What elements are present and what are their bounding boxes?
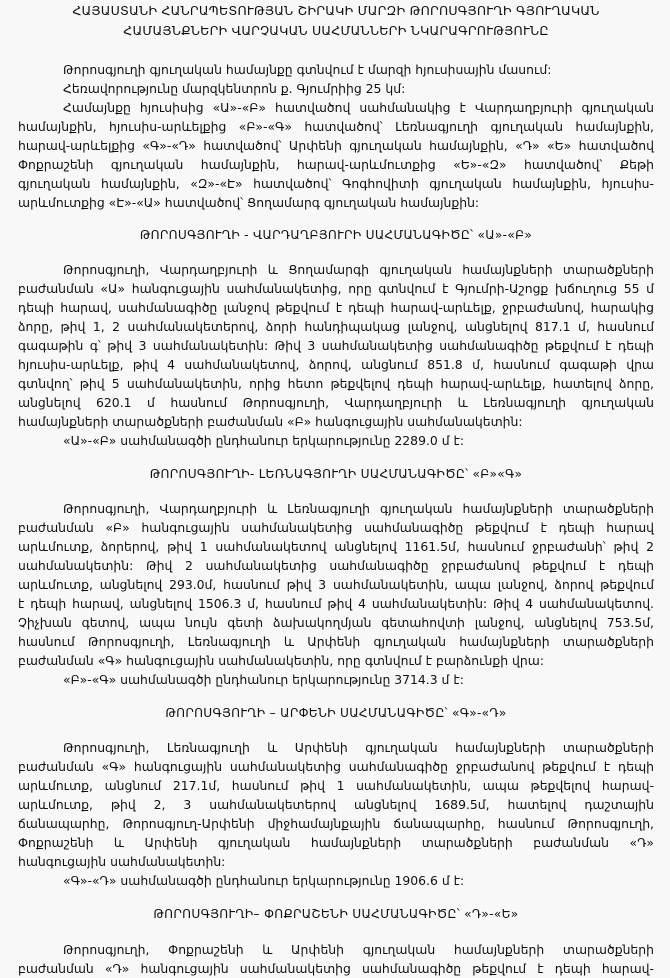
title-line-1: ՀԱՅԱՍՏԱՆԻ ՀԱՆՐԱՊԵՏՈՒԹՅԱՆ ՇԻՐԱԿԻ ՄԱՐԶԻ ԹՈՐՈՍԳՅՈՒՂԻ ԳՅՈՒՂԱԿԱՆ bbox=[72, 3, 600, 18]
intro-location: Թորոսգյուղի գյուղական համայնքը գտնվում է մարզի հյուսիսային մասում: bbox=[63, 62, 552, 77]
section-arpeni-border bbox=[18, 689, 654, 890]
section-vardaghbyur-border bbox=[18, 212, 654, 450]
section-body: Թորոսգյուղի, Վարդաղբյուրի և Լեռնագյուղի գյուղական համայնքների տարածքների բաժանման «Բ» հանգուցային սահմանակետից սահմանագիծը թեքվում է դեպի հարավ արևմուտք, ձորերով, թիվ 1 սահմանակետով անցնելով 1161.5մ, հասնում ջրբաժանի՝ թիվ 2 սահմանակետին: Թիվ 2 սահմանակետից սահմանագիծը ջրբաժանով թեքվում է դեպի արևմուտք, անցնելով 293.0մ, հասնում թիվ 3 սահմանակետին, ապա լանջով, ձորով թեքվում է դեպի հարավ, անցնելով 1506.3 մ, հասնում թիվ 4 սահմանակետին: Թիվ 4 սահմանակետով. Չիչխան գետով, ապա նույն գետի ձախակողմյան գետահովտի լանջով, անցնելով 753.5մ, հասնում Թորոսգյուղի, Լեռնագյուղի և Արփենի գյուղական համայնքների տարածքների բաժանման «Գ» հանգուցային սահմանակետին, որը գտնվում է բարձունքի վրա: bbox=[18, 501, 654, 668]
section-body: Թորոսգյուղի, Վարդաղբյուրի և Ցողամարգի գյուղական համայնքների տարածքների բաժանման «Ա» հանգուցային սահմանակետից, որը գտնվում է Գյումրի-Աշոցք խճուղուց 55 մ դեպի հարավ, սահմանագիծը լանջով թեքվում է դեպի հարավ-արևելք, ջրբաժանով, հարակից ձորը, թիվ 1, 2 սահմանակետերով, ձորի հանդիպակաց լանջով, անցնելով 817.1 մ, հասնում գագաթին գ՝ թիվ 3 սահմանակետին: Թիվ 3 սահմանակետից սահմանագիծը թեքվում է դեպի հյուսիս-արևելք, թիվ 4 սահմանակետով, ձորով, անցնում 851.8 մ, հասնում գագաթի վրա գտնվող՝ թիվ 5 սահմանակետին, որից հետո թեքվելով դեպի հարավ-արևելք, հատելով ձորը, անցնելով 620.1 մ հասնում Թորոսգյուղի, Վարդաղբյուրի և Լեռնագյուղի գյուղական համայնքների տարածքների բաժանման «Բ» հանգուցային սահմանակետին: bbox=[18, 262, 654, 429]
section-heading: ԹՈՐՈՍԳՅՈՒՂԻ - ՎԱՐԴԱՂԲՅՈՒՐԻ ՍԱՀՄԱՆԱԳԻԾԸ՝ «Ա»-«Բ» bbox=[139, 228, 533, 242]
section-body: Թորոսգյուղի, Փոքրաշենի և Արփենի գյուղական համայնքների տարածքների բաժանման «Դ» հանգուցային սահմանակետից սահմանագիծը թեքվում է դեպի հարավ- bbox=[18, 942, 654, 976]
section-total-length: «Գ»-«Դ» սահմանագծի ընդհանուր երկարությունը 1906.6 մ է: bbox=[63, 873, 465, 888]
section-total-length: «Ա»-«Բ» սահմանագծի ընդհանուր երկարությունը 2289.0 մ է: bbox=[63, 433, 465, 448]
section-heading: ԹՈՐՈՍԳՅՈՒՂԻ- ԼԵՌՆԱԳՅՈՒՂԻ ՍԱՀՄԱՆԱԳԻԾԸ՝ «Բ»«Գ» bbox=[149, 467, 523, 481]
title-line-2: ՀԱՄԱՅՆՔՆԵՐԻ ՎԱՐՉԱԿԱՆ ՍԱՀՄԱՆՆԵՐԻ ՆԿԱՐԱԳՐՈՒԹՅՈՒՆԸ bbox=[123, 23, 549, 38]
section-total-length: «Բ»-«Գ» սահմանագծի ընդհանուր երկարությունը 3714.3 մ է: bbox=[63, 672, 464, 687]
section-lernagyugh-border bbox=[18, 450, 654, 689]
section-body: Թորոսգյուղի, Լեռնագյուղի և Արփենի գյուղական համայնքների տարածքների բաժանման «Գ» հանգուցային սահմանակետից սահմանագիծը ջրբաժանով թեքվում է դեպի արևմուտք, անցնում 217.1մ, հասնում թիվ 1 սահմանակետին, ապա թեքվելով հարավ- արևմուտք, թիվ 2, 3 սահմանակետերով անցնելով 1689.5մ, հատելով դաշտային ճանապարհը, Թորոսգյուղ-Արփենի միջհամայնքային ճանապարհը, հասնում Թորոսգյուղի, Փոքրաշենի և Արփենի գյուղական համայնքների տարածքների բաժանման «Դ» հանգուցային սահմանակետին: bbox=[18, 740, 654, 869]
document-title bbox=[18, 0, 654, 41]
section-heading: ԹՈՐՈՍԳՅՈՒՂԻ – ԱՐՓԵՆԻ ՍԱՀՄԱՆԱԳԻԾԸ՝ «Գ»-«Դ» bbox=[165, 706, 507, 720]
section-poqrasheni-border bbox=[18, 890, 654, 978]
intro-distance: Հեռավորությունը մարզկենտրոն ք. Գյումրիից 25 կմ: bbox=[63, 81, 406, 96]
intro-neighbors: Համայնքը հյուսիսից «Ա»-«Բ» հատվածով սահմանակից է Վարդաղբյուրի գյուղական համայնքին, հյուսիս-արևելքից «Բ»-«Գ» հատվածով՝ Լեռնագյուղի գյուղական համայնքին, հարավ-արևելքից «Գ»-«Դ» հատվածով՝ Արփենի գյուղական համայնքին, «Դ» «Ե» հատվածով Փոքրաշենի գյուղական համայնքին, հարավ-արևմուտքից «Ե»-«Զ» հատվածով՝ Քեթի գյուղական համայնքին, «Զ»-«Է» հատվածով՝ Գոգհովիտի գյուղական համայնքին, հյուսիս- արևմուտքից «Է»-«Ա» հատվածով՝ Ցողամարգ գյուղական համայնքին: bbox=[18, 100, 654, 210]
intro-section bbox=[18, 60, 654, 212]
section-heading: ԹՈՐՈՍԳՅՈՒՂԻ– ՓՈՔՐԱՇԵՆԻ ՍԱՀՄԱՆԱԳԻԾԸ՝ «Դ»-«Ե» bbox=[153, 907, 519, 921]
